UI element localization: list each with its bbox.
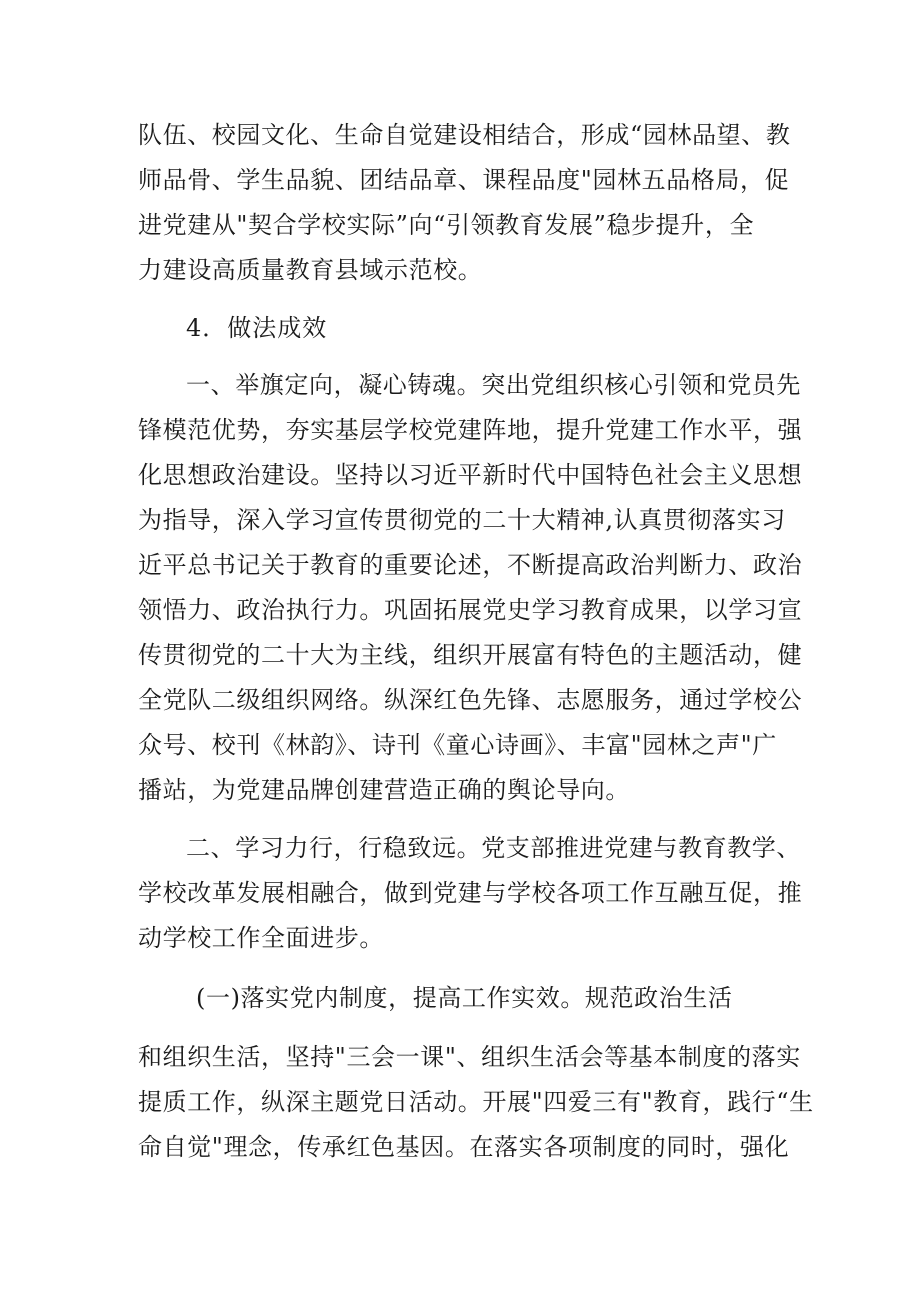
paragraph-line: 进党建从"契合学校实际”向“引领教育发展”稳步提升，全	[138, 211, 755, 239]
paragraph-line: 为指导，深入学习宣传贯彻党的二十大精神,认真贯彻落实习	[138, 506, 786, 534]
paragraph-line: 和组织生活，坚持"三会一课"、组织生活会等基本制度的落实	[138, 1043, 801, 1071]
paragraph-line: 全党队二级组织网络。纵深红色先锋、志愿服务，通过学校公	[138, 686, 803, 714]
paragraph-line: 化思想政治建设。坚持以习近平新时代中国特色社会主义思想	[138, 461, 803, 489]
paragraph-line: 力建设高质量教育县域示范校。	[138, 256, 483, 284]
paragraph-line: 众号、校刊《林韵》、诗刊《童心诗画》、丰富"园林之声"广	[138, 731, 777, 759]
paragraph-line: 提质工作，纵深主题党日活动。开展"四爱三有"教育，践行“生	[138, 1088, 814, 1116]
section-heading: 4．做法成效	[186, 314, 328, 342]
paragraph-line: 动学校工作全面进步。	[138, 924, 384, 952]
paragraph-line: 队伍、校园文化、生命自觉建设相结合，形成“园林品望、教	[138, 121, 791, 149]
subsection-heading: (一)落实党内制度，提高工作实效。规范政治生活	[196, 984, 733, 1012]
paragraph-line: 学校改革发展相融合，做到党建与学校各项工作互融互促，推	[138, 879, 803, 907]
paragraph-line: 播站，为党建品牌创建营造正确的舆论导向。	[138, 776, 630, 804]
paragraph-line: 命自觉"理念，传承红色基因。在落实各项制度的同时，强化	[138, 1133, 790, 1161]
paragraph-line: 一、举旗定向，凝心铸魂。突出党组织核心引领和党员先	[186, 371, 801, 399]
paragraph-line: 领悟力、政治执行力。巩固拓展党史学习教育成果，以学习宣	[138, 596, 803, 624]
paragraph-line: 锋模范优势，夯实基层学校党建阵地，提升党建工作水平，强	[138, 416, 803, 444]
paragraph-line: 传贯彻党的二十大为主线，组织开展富有特色的主题活动，健	[138, 641, 803, 669]
paragraph-line: 近平总书记关于教育的重要论述，不断提高政治判断力、政治	[138, 551, 803, 579]
paragraph-line: 二、学习力行，行稳致远。党支部推进党建与教育教学、	[186, 834, 801, 862]
paragraph-line: 师品骨、学生品貌、团结品章、课程品度"园林五品格局，促	[138, 166, 790, 194]
